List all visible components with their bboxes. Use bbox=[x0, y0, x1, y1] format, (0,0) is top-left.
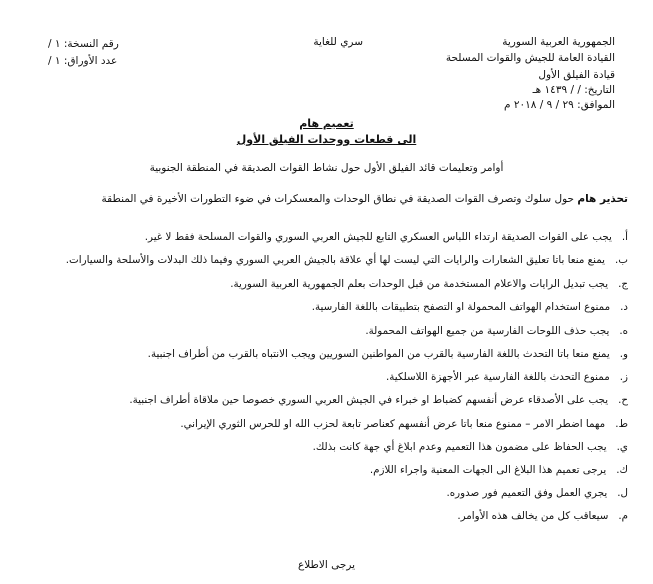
list-item: م.سيعاقب كل من يخالف هذه الأوامر. bbox=[457, 510, 628, 522]
footer-note: يرجى الاطلاع bbox=[297, 559, 356, 571]
classification-label: سري للغاية bbox=[313, 36, 363, 48]
list-item: ك.يرجى تعميم هذا البلاغ الى الجهات المعنية واجراء اللازم. bbox=[369, 464, 628, 476]
document-title: تعميم هام bbox=[299, 117, 354, 130]
warning-line bbox=[102, 194, 628, 205]
list-item: أ.يجب على القوات الصديقة ارتداء اللباس العسكري التابع للجيش العربي السوري والقوات المسلحة فقط لا غير. bbox=[144, 231, 628, 243]
header-gregorian-date: الموافق: ٢٩ / ٩ / ٢٠١٨ م bbox=[504, 99, 615, 111]
list-item: ب.يمنع منعا باتا تعليق الشعارات والرايات التي ليست لها أي علاقة بالجيش العربي السوري وفيما ذلك البدلات والأسلحة والسيارات. bbox=[65, 254, 628, 266]
list-item: ه.يجب حذف اللوحات الفارسية من جميع الهواتف المحمولة. bbox=[365, 325, 628, 337]
header-corps: قيادة الفيلق الأول bbox=[538, 69, 615, 81]
header-hijri-date: التاريخ: / / ١٤٣٩ هـ bbox=[532, 84, 615, 96]
pages-count: عدد الأوراق: ١ / bbox=[48, 55, 118, 67]
list-item: ل.يجري العمل وفق التعميم فور صدوره. bbox=[446, 487, 628, 499]
list-item: د.ممنوع استخدام الهواتف المحمولة او التصفح بتطبيقات باللغة الفارسية. bbox=[311, 301, 628, 313]
addressee: الى قطعات ووحدات الفيلق الأول bbox=[236, 133, 417, 146]
warning-text: حول سلوك وتصرف القوات الصديقة في نطاق الوحدات والمعسكرات في ضوء التطورات الأخيرة في المنطقة bbox=[101, 193, 575, 205]
header-country: الجمهورية العربية السورية bbox=[502, 36, 615, 48]
list-item: ج.يجب تبديل الرايات والاعلام المستخدمة من قبل الوحدات بعلم الجمهورية العربية السورية. bbox=[230, 278, 628, 290]
list-item: ز.ممنوع التحدث باللغة الفارسية عبر الأجهزة اللاسلكية. bbox=[385, 371, 628, 383]
list-item: ح.يجب على الأصدقاء عرض أنفسهم كضباط او خبراء في الجيش العربي السوري خصوصا حين ملاقاة أطراف اجنبية. bbox=[129, 394, 628, 406]
list-item: و.يمنع منعا باتا التحدث باللغة الفارسية بالقرب من المواطنين السوريين ويجب الانتباه بالقرب من أطراف اجنبية. bbox=[147, 348, 628, 360]
copy-number: رقم النسخة: ١ / bbox=[48, 38, 119, 50]
warning-bold: تحذير هام bbox=[577, 193, 628, 205]
header-command: القيادة العامة للجيش والقوات المسلحة bbox=[445, 52, 615, 64]
list-item: ي.يجب الحفاظ على مضمون هذا التعميم وعدم ابلاغ أي جهة كانت بذلك. bbox=[312, 441, 628, 453]
subject-line: أوامر وتعليمات قائد الفيلق الأول حول نشاط القوات الصديقة في المنطقة الجنوبية bbox=[149, 162, 504, 174]
list-item: ط.مهما اضطر الامر – ممنوع منعا باتا عرض أنفسهم كعناصر تابعة لحزب الله او للحرس الثوري الإيراني. bbox=[180, 418, 628, 430]
